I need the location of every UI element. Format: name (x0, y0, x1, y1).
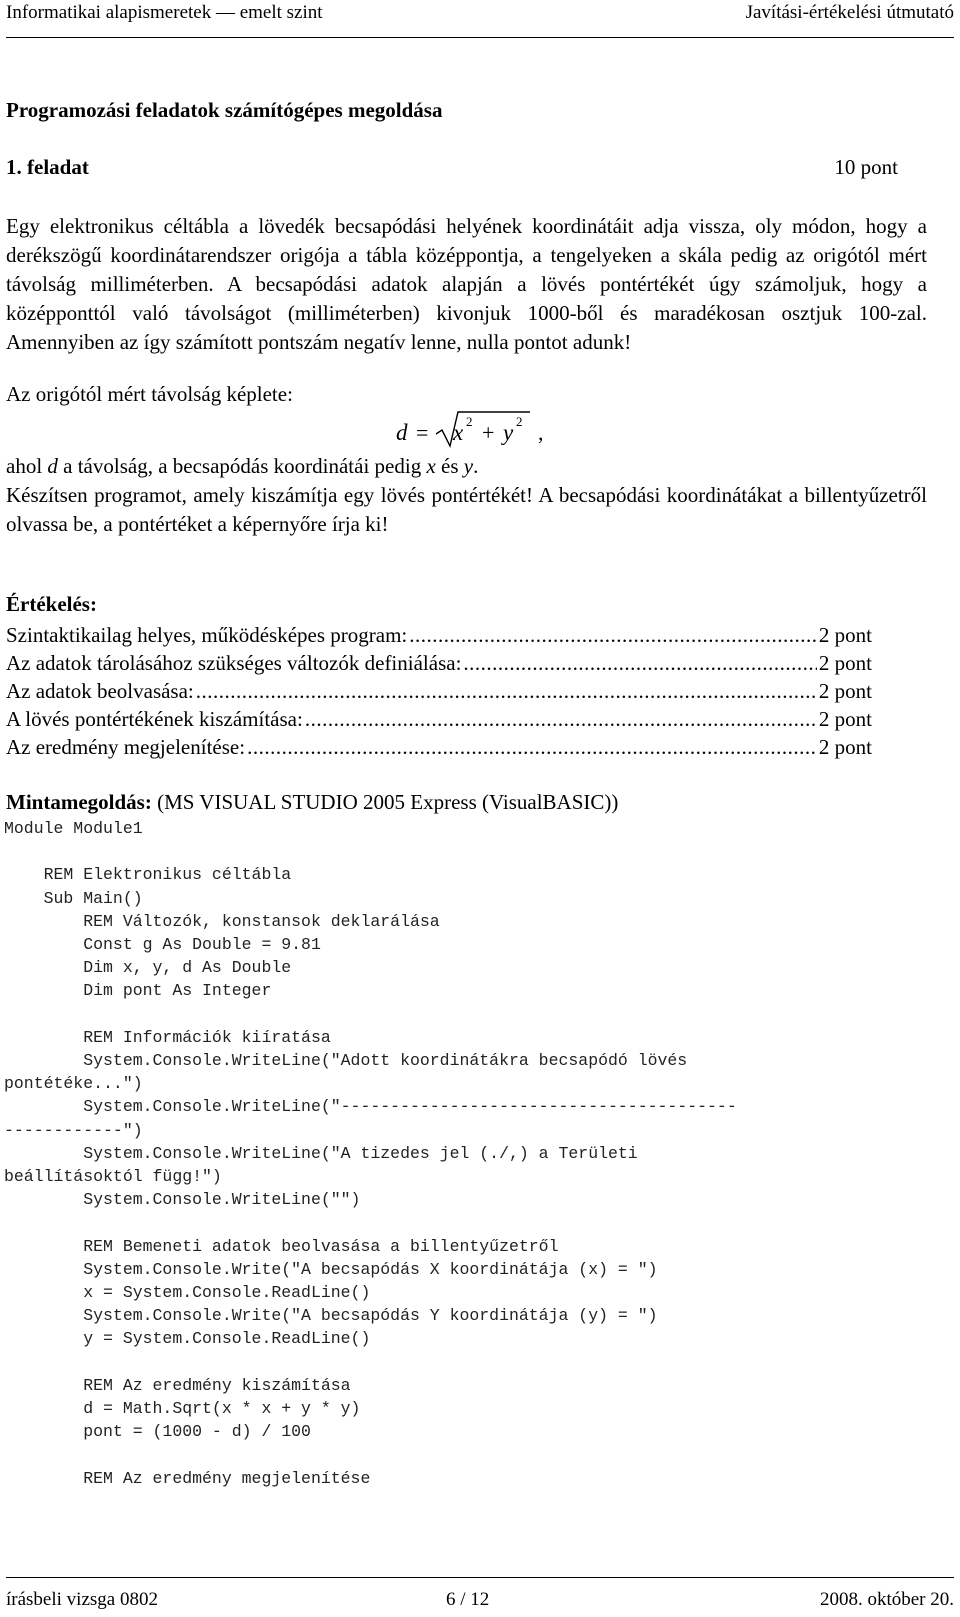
task-label: 1. feladat (6, 155, 89, 179)
formula-equals: = (416, 420, 429, 445)
page-number: 6 / 12 (446, 1589, 490, 1610)
task-points: 10 pont (834, 155, 898, 179)
explanation-x: x (426, 454, 436, 478)
explanation-mid: a távolság, a becsapódás koordinátái pedig (57, 454, 427, 478)
task-heading (6, 155, 898, 180)
leader-dots (305, 707, 817, 732)
leader-dots (463, 651, 816, 676)
formula-explanation (6, 452, 927, 481)
sample-solution-label: Mintamegoldás: (6, 790, 152, 814)
scoring-points: 2 pont (818, 735, 872, 759)
explanation-prefix: ahol (6, 454, 48, 478)
footer-date: 2008. október 20. (819, 1589, 954, 1610)
distance-formula (392, 404, 592, 454)
scoring-label: Az adatok beolvasása: (6, 679, 194, 703)
footer-left-text: írásbeli vizsga 0802 (6, 1589, 158, 1610)
scoring-row (6, 620, 872, 648)
sample-solution-heading (6, 790, 618, 815)
formula-x-exp: 2 (466, 414, 473, 429)
formula-y-exp: 2 (516, 414, 523, 429)
sample-solution-env: (MS VISUAL STUDIO 2005 Express (VisualBASIC)) (151, 790, 619, 814)
scoring-points: 2 pont (818, 623, 872, 647)
explanation-y: y (463, 454, 474, 478)
scoring-label: Az adatok tárolásához szükséges változók definiálása: (6, 651, 462, 675)
program-requirement: Készítsen programot, amely kiszámítja egy lövés pontértékét! A becsapódási koordinátákat a billentyűzetről olvassa be, a pontértéket a képernyőre írja ki! (6, 483, 927, 536)
explanation-and: és (435, 454, 464, 478)
formula-x: x (453, 420, 464, 445)
formula-plus: + (482, 420, 495, 445)
leader-dots (247, 735, 817, 760)
scoring-label: Szintaktikailag helyes, működésképes program: (6, 623, 408, 647)
header-right-text: Javítási-értékelési útmutató (745, 2, 954, 23)
task-description: Egy elektronikus céltábla a lövedék becsapódási helyének koordinátáit adja vissza, oly módon, hogy a derékszögű koordinátarendszer origója a tábla középpontja, a tengelyeken a skála pedig az origótól mért távolság milliméterben. A becsapódási adatok alapján a lövés pontértékét úgy számoljuk, hogy a középponttól való távolságot (milliméterben) kivonjuk 1000-ből és maradékosan osztjuk 100-zal. Amennyiben az így számított pontszám negatív lenne, nulla pontot adunk! (6, 214, 927, 354)
page-header (6, 0, 954, 30)
section-title: Programozási feladatok számítógépes megoldása (6, 98, 443, 122)
scoring-row (6, 732, 872, 760)
scoring-points: 2 pont (818, 679, 872, 703)
leader-dots (409, 623, 817, 648)
leader-dots (196, 679, 817, 704)
scoring-row (6, 676, 872, 704)
explanation-d: d (47, 454, 58, 478)
header-rule (6, 37, 954, 38)
formula-intro: Az origótól mért távolság képlete: (6, 382, 293, 406)
scoring-heading: Értékelés: (6, 592, 97, 616)
formula-d: d (396, 420, 408, 445)
page-footer (6, 1577, 954, 1617)
scoring-row (6, 704, 872, 732)
scoring-label: Az eredmény megjelenítése: (6, 735, 246, 759)
explanation-end: . (473, 454, 479, 478)
scoring-points: 2 pont (818, 651, 872, 675)
scoring-label: A lövés pontértékének kiszámítása: (6, 707, 303, 731)
scoring-points: 2 pont (818, 707, 872, 731)
formula-y: y (503, 420, 514, 445)
scoring-row (6, 648, 872, 676)
code-listing: Module Module1 REM Elektronikus céltábla Sub Main() REM Változók, konstansok deklarálása Const g As Double = 9.81 Dim x, y, d As Double Dim pont As Integer REM Információk kiíratása System.Console.WriteLine("Adott koordinátákra becsapódó lövés pontétéke...") System.Console.WriteLine("---------------------------------------- ------------") System.Console.WriteLine("A tizedes jel (./,) a Területi beállításoktól függ!") System.Console.WriteLine("") REM Bemeneti adatok beolvasása a billentyűzetről System.Console.Write("A becsapódás X koordinátája (x) = ") x = System.Console.ReadLine() System.Console.Write("A becsapódás Y koordinátája (y) = ") y = System.Console.ReadLine() REM Az eredmény kiszámítása d = Math.Sqrt(x * x + y * y) pont = (1000 - d) / 100 REM Az eredmény megjelenítése (4, 819, 737, 1488)
formula-comma: , (538, 420, 544, 445)
header-left-text: Informatikai alapismeretek — emelt szint (6, 2, 323, 23)
